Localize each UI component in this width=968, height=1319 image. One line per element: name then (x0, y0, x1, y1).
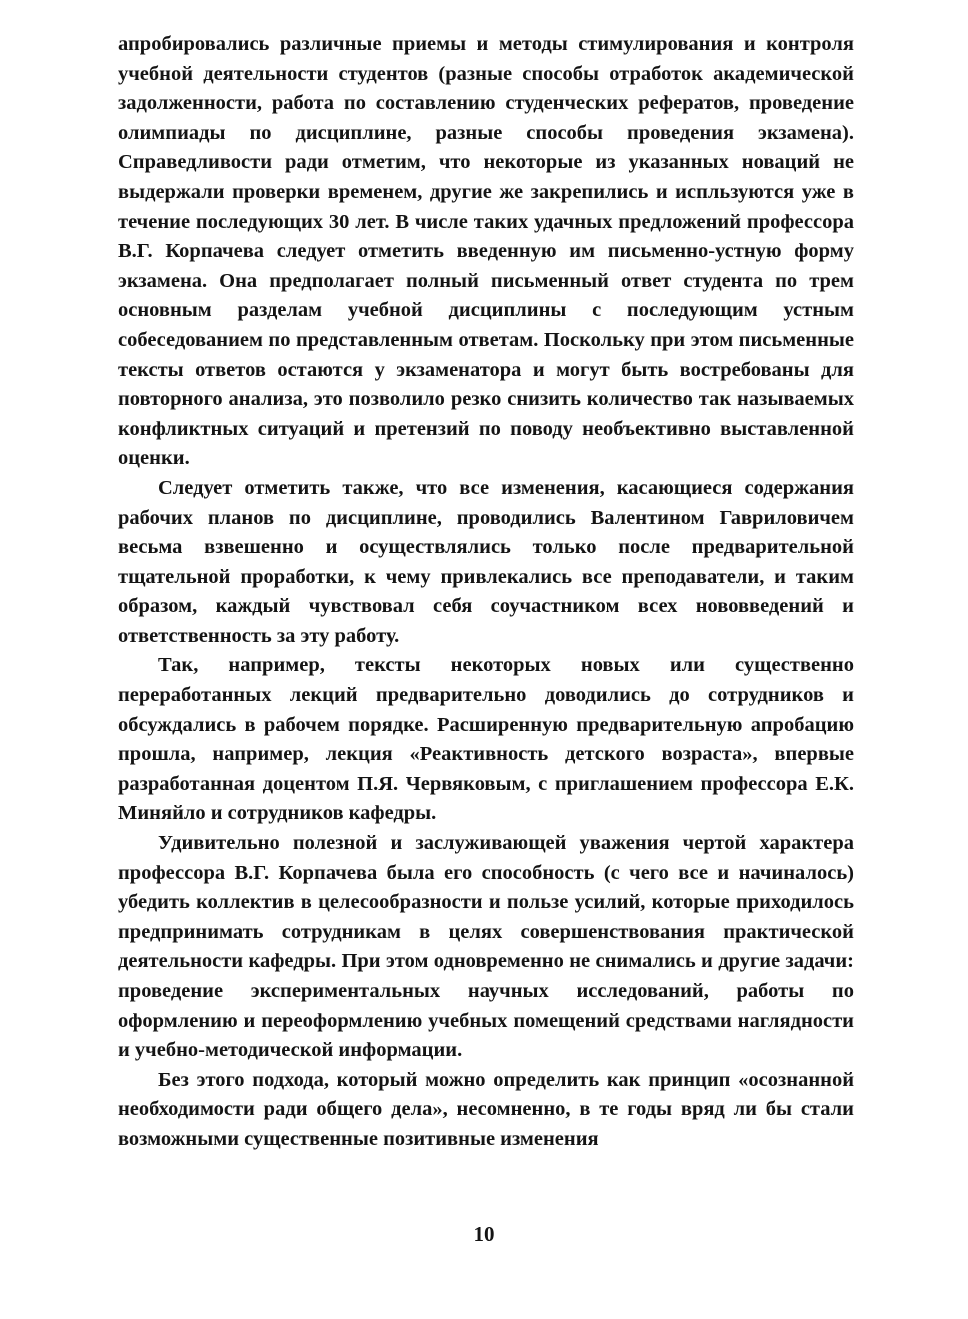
paragraph: Удивительно полезной и заслуживающей уважения чертой характера профессора В.Г. Корпачева была его способность (с чего все и начиналось) убедить коллектив в целесообразности и пользе усилий, которые приходилось предпринимать сотрудникам в целях совершенствования практической деятельности кафедры. При этом одновременно не снимались и другие задачи: проведение экспериментальных научных исследований, работы по оформлению и переоформлению учебных помещений средствами наглядности и учебно-методической информации. (118, 832, 854, 1062)
page-number: 10 (473, 1222, 495, 1246)
page-body (118, 30, 854, 1155)
paragraph: Без этого подхода, который можно определить как принцип «осознанной необходимости ради общего дела», несомненно, в те годы вряд ли бы стали возможными существенные позитивные изменения (118, 1068, 854, 1150)
paragraph: апробировались различные приемы и методы стимулирования и контроля учебной деятельности студентов (разные способы отработок академической задолженности, работа по составлению студенческих рефератов, проведение олимпиады по дисциплине, разные способы проведения экзамена). Справедливости ради отметим, что некоторые из указанных новаций не выдержали проверки временем, другие же закрепились и испльзуются уже в течение последующих 30 лет. В числе таких удачных предложений профессора В.Г. Корпачева следует отметить введенную им письменно-устную форму экзамена. Она предполагает полный письменный ответ студента по трем основным разделам учебной дисциплины с последующим устным собеседованием по представленным ответам. Поскольку при этом письменные тексты ответов остаются у экзаменатора и могут быть востребованы для повторного анализа, это позволило резко снизить количество так называемых конфликтных ситуаций и претензий по поводу необъективно выставленной оценки. (118, 33, 854, 470)
paragraph: Так, например, тексты некоторых новых или существенно переработанных лекций предварительно доводились до сотрудников и обсуждались в рабочем порядке. Расширенную предварительную апробацию прошла, например, лекция «Реактивность детского возраста», впервые разработанная доцентом П.Я. Червяковым, с приглашением профессора Е.К. Миняйло и сотрудников кафедры. (118, 654, 854, 825)
paragraph: Следует отметить также, что все изменения, касающиеся содержания рабочих планов по дисциплине, проводились Валентином Гавриловичем весьма взвешенно и осуществлялись только после предварительной тщательной проработки, к чему привлекались все преподаватели, и таким образом, каждый чувствовал себя соучастником всех нововведений и ответственность за эту работу. (118, 476, 854, 647)
